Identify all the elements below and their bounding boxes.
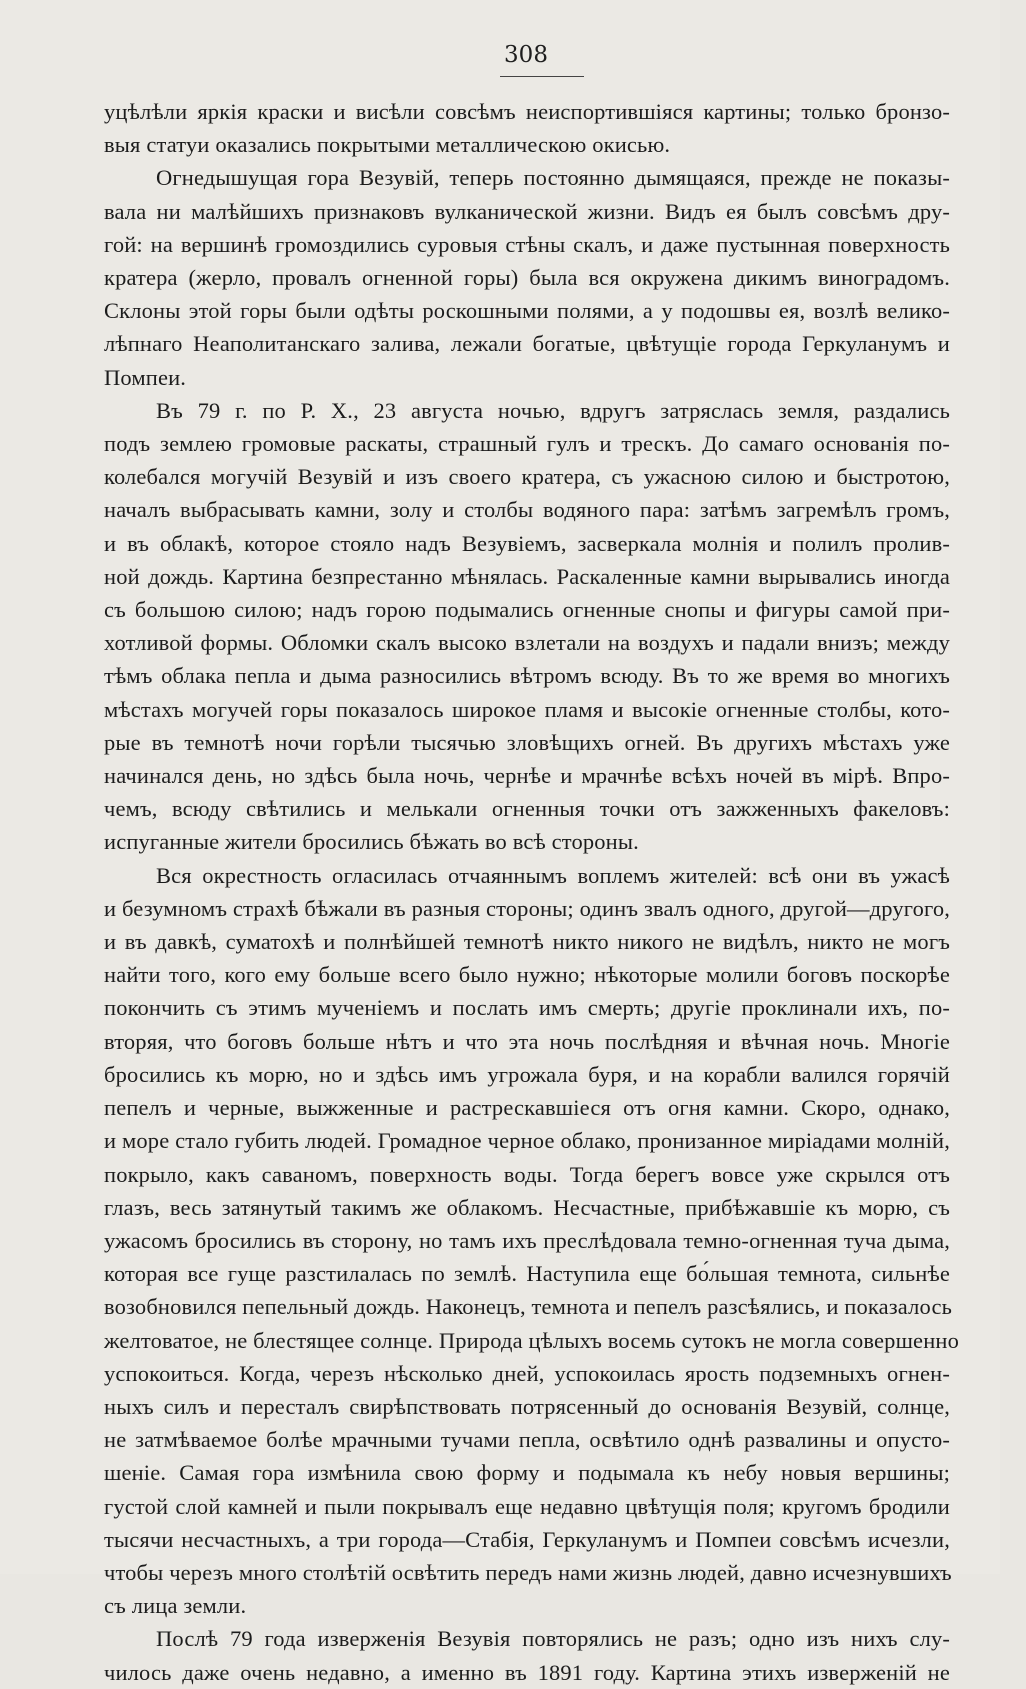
text-line: рые въ темнотѣ ночи горѣли тысячью зловѣщихъ огней. Въ другихъ мѣстахъ уже: [104, 729, 950, 755]
text-line: вторяя, что боговъ больше нѣтъ и что эта ночь послѣдняя и вѣчная ночь. Многіе: [104, 1028, 950, 1054]
text-line: Въ 79 г. по Р. X., 23 августа ночью, вдругъ затряслась земля, раздались: [156, 397, 950, 423]
text-line: ныхъ силъ и пересталъ свирѣпствовать потрясенный до основанія Везувій, солнце,: [104, 1393, 950, 1419]
text-line: возобновился пепельный дождь. Наконецъ, темнота и пепелъ разсѣялись, и показалось: [104, 1294, 953, 1320]
text-line: съ лица земли.: [104, 1593, 247, 1619]
text-line: и въ облакѣ, которое стояло надъ Везувіемъ, засверкала молнія и полилъ пролив-: [104, 530, 950, 556]
text-line: желтоватое, не блестящее солнце. Природа цѣлыхъ восемь сутокъ не могла совершенно: [104, 1327, 959, 1353]
text-line: лѣпнаго Неаполитанскаго залива, лежали богатые, цвѣтущіе города Геркуланумъ и: [104, 331, 950, 357]
text-line: Помпеи.: [104, 364, 187, 390]
page-number-rule: [500, 76, 584, 77]
text-line: гой: на вершинѣ громоздились суровыя стѣны скалъ, и даже пустынная поверхность: [104, 231, 950, 257]
text-line: найти того, кого ему больше всего было нужно; нѣкоторые молили боговъ поскорѣе: [104, 962, 950, 988]
text-line: покрыло, какъ саваномъ, поверхность воды. Тогда берегъ вовсе уже скрылся отъ: [104, 1161, 950, 1187]
text-line: и безумномъ страхѣ бѣжали въ разныя стороны; одинъ звалъ одного, другой—другого,: [104, 895, 950, 921]
text-line: выя статуи оказались покрытыми металлическою окисью.: [104, 132, 671, 158]
text-line: чемъ, всюду свѣтились и мелькали огненныя точки отъ зажженныхъ факеловъ:: [104, 796, 950, 822]
text-line: успокоиться. Когда, черезъ нѣсколько дней, успокоилась ярость подземныхъ огнен-: [104, 1360, 950, 1386]
text-line: тѣмъ облака пепла и дыма разносились вѣтромъ всюду. Въ то же время во многихъ: [104, 663, 950, 689]
text-line: Огнедышущая гора Везувій, теперь постоянно дымящаяся, прежде не показы-: [156, 165, 950, 191]
text-line: ужасомъ бросились въ сторону, но тамъ ихъ преслѣдовала темно-огненная туча дыма,: [104, 1227, 950, 1253]
text-line: кратера (жерло, провалъ огненной горы) была вся окружена дикимъ виноградомъ.: [104, 265, 950, 291]
text-line: которая все гуще разстилалась по землѣ. Наступила еще бо́льшая темнота, сильнѣе: [104, 1261, 950, 1287]
text-line: и море стало губить людей. Громадное черное облако, пронизанное миріадами молній,: [104, 1128, 950, 1154]
text-line: началъ выбрасывать камни, золу и столбы водяного пара: затѣмъ загремѣлъ громъ,: [104, 497, 950, 523]
text-line: чилось даже очень недавно, а именно въ 1891 году. Картина этихъ изверженій не: [104, 1659, 950, 1685]
text-line: начинался день, но здѣсь была ночь, чернѣе и мрачнѣе всѣхъ ночей въ мірѣ. Впро-: [104, 763, 950, 789]
text-line: испуганные жители бросились бѣжать во всѣ стороны.: [104, 829, 639, 855]
text-line: и въ давкѣ, суматохѣ и полнѣйшей темнотѣ никто никого не видѣлъ, никто не могъ: [104, 929, 950, 955]
text-line: шеніе. Самая гора измѣнила свою форму и подымала къ небу новыя вершины;: [104, 1460, 950, 1486]
text-line: чтобы черезъ много столѣтій освѣтить передъ нами жизнь людей, давно исчезнувшихъ: [104, 1559, 952, 1585]
text-line: не затмѣваемое болѣе мрачными тучами пепла, освѣтило однѣ развалины и опусто-: [104, 1427, 950, 1453]
text-line: ной дождь. Картина безпрестанно мѣнялась. Раскаленные камни вырывались иногда: [104, 563, 950, 589]
text-line: мѣстахъ могучей горы показалось широкое пламя и высокіе огненные столбы, кото-: [104, 696, 950, 722]
text-line: уцѣлѣли яркія краски и висѣли совсѣмъ неиспортившіяся картины; только бронзо-: [104, 99, 950, 124]
text-line: Склоны этой горы были одѣты роскошными полями, а у подошвы ея, возлѣ велико-: [104, 298, 950, 324]
text-line: глазъ, весь затянутый такимъ же облакомъ. Несчастные, прибѣжавшіе къ морю, съ: [104, 1194, 950, 1220]
text-line: пепелъ и черные, выжженные и растрескавшіеся отъ огня камни. Скоро, однако,: [104, 1095, 950, 1121]
text-line: вала ни малѣйшихъ признаковъ вулканической жизни. Видъ ея былъ совсѣмъ дру-: [104, 198, 950, 224]
text-line: тысячи несчастныхъ, а три города—Стабія, Геркуланумъ и Помпеи совсѣмъ исчезли,: [104, 1526, 950, 1552]
text-line: съ большою силою; надъ горою подымались огненные снопы и фигуры самой при-: [104, 597, 950, 623]
text-line: густой слой камней и пыли покрывалъ еще недавно цвѣтущія поля; кругомъ бродили: [104, 1493, 950, 1519]
page-number: 308: [504, 42, 548, 68]
body-text: [104, 95, 959, 1689]
text-line: покончить съ этимъ мученіемъ и послать имъ смерть; другіе проклинали ихъ, по-: [104, 995, 950, 1021]
text-line: Вся окрестность огласилась отчаяннымъ воплемъ жителей: всѣ они въ ужасѣ: [156, 862, 950, 888]
text-line: бросились къ морю, но и здѣсь имъ угрожала буря, и на корабли валился горячій: [104, 1061, 950, 1087]
text-line: подъ землею громовые раскаты, страшный гулъ и трескъ. До самаго основанія по-: [104, 431, 950, 457]
text-line: Послѣ 79 года изверженія Везувія повторялись не разъ; одно изъ нихъ слу-: [156, 1626, 950, 1652]
text-line: хотливой формы. Обломки скалъ высоко взлетали на воздухъ и падали внизъ; между: [104, 630, 950, 656]
text-line: колебался могучій Везувій и изъ своего кратера, съ ужасною силою и быстротою,: [104, 464, 950, 490]
